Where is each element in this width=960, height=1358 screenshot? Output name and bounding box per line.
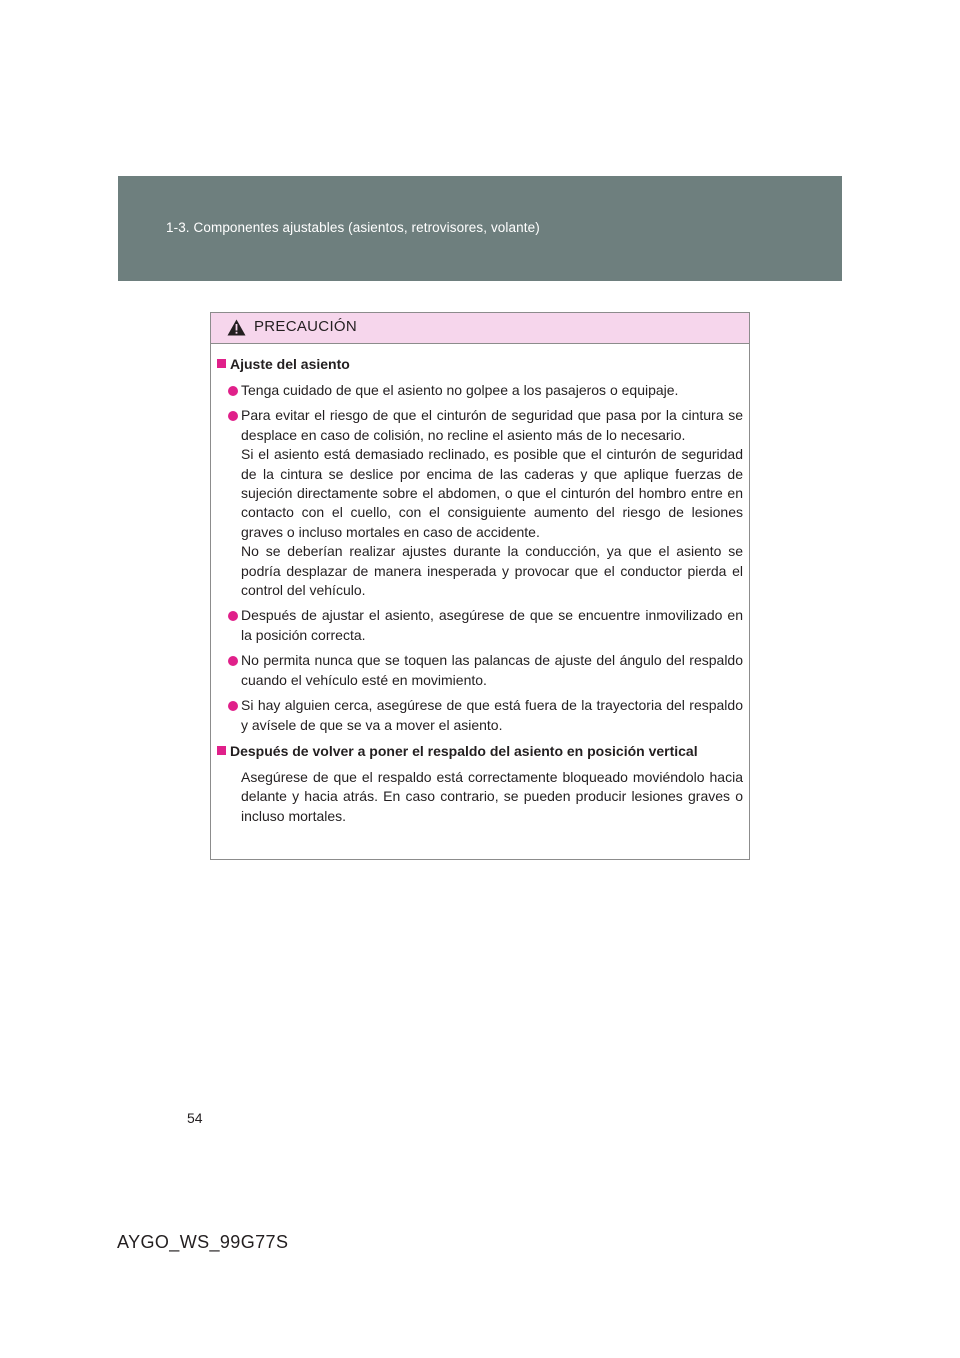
section-heading-text: Ajuste del asiento	[230, 356, 350, 372]
bullet-text: Si hay alguien cerca, asegúrese de que está fuera de la trayectoria del respaldo y avísele de que se va a mover el asiento.	[241, 697, 743, 733]
round-bullet-icon	[228, 411, 238, 421]
doc-code: AYGO_WS_99G77S	[117, 1232, 289, 1252]
square-bullet-icon	[217, 746, 226, 755]
bullet-text: Después de ajustar el asiento, asegúrese de que se encuentre inmovilizado en la posición correcta.	[241, 607, 743, 643]
section-title: 1-3. Componentes ajustables (asientos, retrovisores, volante)	[166, 220, 540, 235]
section-heading	[217, 354, 743, 374]
page-number: 54	[187, 1110, 203, 1126]
caution-label: PRECAUCIÓN	[254, 318, 358, 335]
caution-box	[210, 312, 750, 860]
round-bullet-icon	[228, 656, 238, 666]
caution-body	[211, 344, 749, 826]
bullet-text: No permita nunca que se toquen las palancas de ajuste del ángulo del respaldo cuando el vehículo esté en movimiento.	[241, 652, 743, 688]
section-text: Asegúrese de que el respaldo está correctamente bloqueado moviéndolo hacia delante y hacia atrás. En caso contrario, se pueden producir lesiones graves o incluso mortales.	[241, 768, 743, 824]
bullet-item	[217, 381, 743, 400]
bullet-item	[217, 606, 743, 645]
bullet-item	[217, 406, 743, 600]
bullet-text: No se deberían realizar ajustes durante la conducción, ya que el asiento se podría desplazar de manera inesperada y provocar que el conductor pierda el control del vehículo.	[241, 543, 743, 599]
section-heading-text: Después de volver a poner el respaldo del asiento en posición vertical	[230, 742, 698, 759]
section-heading	[217, 741, 743, 761]
warning-triangle-icon	[227, 319, 246, 336]
bullet-item	[217, 651, 743, 690]
header-band	[118, 176, 842, 281]
round-bullet-icon	[228, 611, 238, 621]
round-bullet-icon	[228, 701, 238, 711]
bullet-text: Tenga cuidado de que el asiento no golpee a los pasajeros o equipaje.	[241, 382, 679, 398]
bullet-text: Si el asiento está demasiado reclinado, es posible que el cinturón de seguridad de la cintura se deslice por encima de las caderas y que aplique fuerzas de sujeción directamente sobre el abdomen, o que el cinturón del hombro entre en contacto con el cuello, con el consiguiente aumento del riesgo de lesiones graves o incluso mortales en caso de accidente.	[241, 446, 743, 540]
square-bullet-icon	[217, 359, 226, 368]
caution-header	[211, 313, 749, 344]
bullet-item	[217, 696, 743, 735]
round-bullet-icon	[228, 386, 238, 396]
bullet-text: Para evitar el riesgo de que el cinturón de seguridad que pasa por la cintura se desplace en caso de colisión, no recline el asiento más de lo necesario.	[241, 407, 743, 443]
